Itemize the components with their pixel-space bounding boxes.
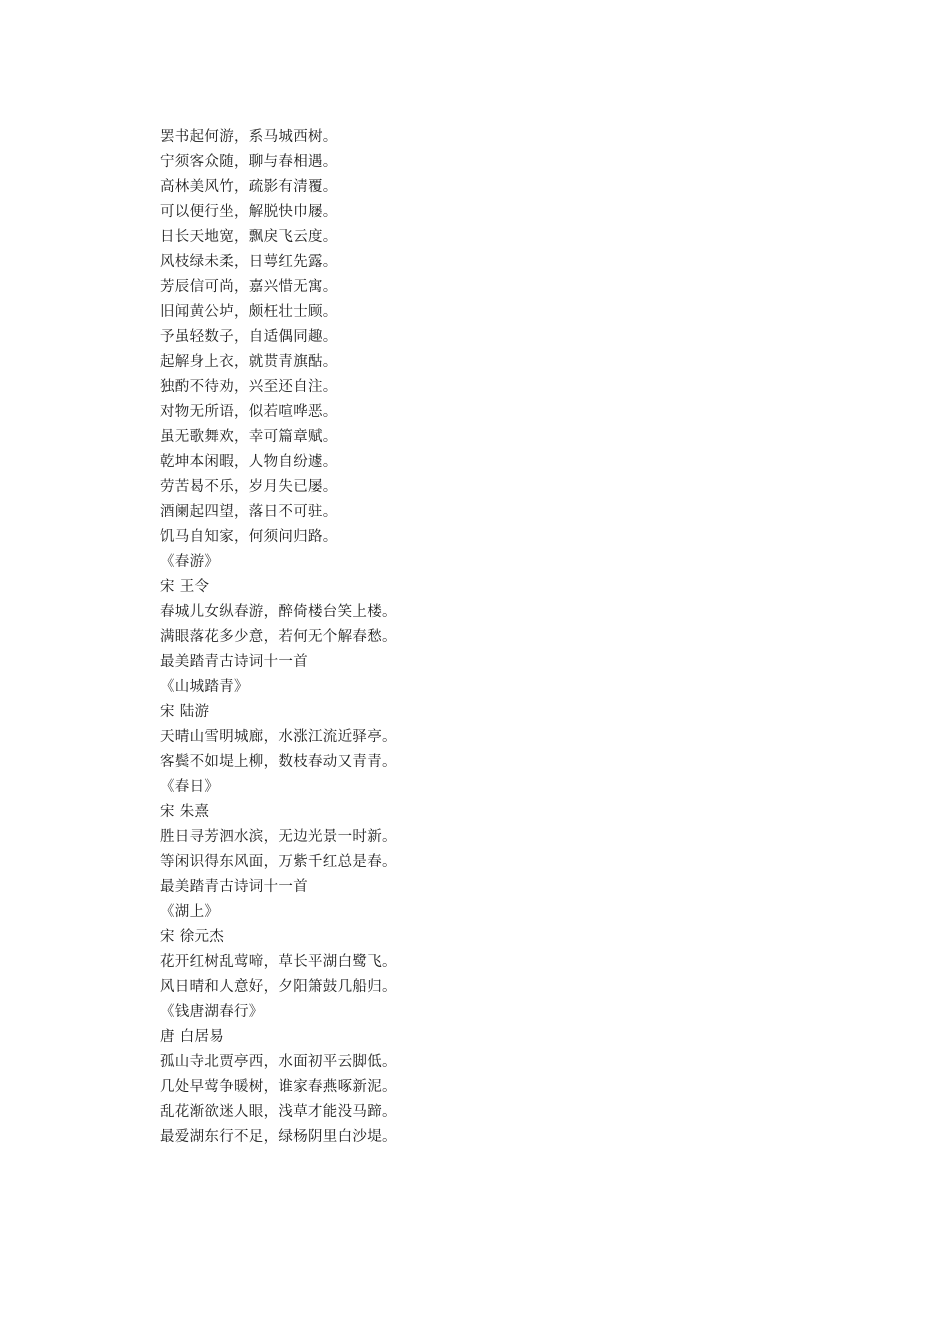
poem-line: 乾坤本闲暇，人物自纷遽。 [160, 454, 338, 470]
poem-author: 唐 白居易 [160, 1029, 225, 1045]
poem-author: 宋 徐元杰 [160, 929, 225, 945]
section-heading: 最美踏青古诗词十一首 [160, 654, 308, 670]
poem-line: 客鬓不如堤上柳，数枝春动又青青。 [160, 754, 397, 770]
poem-line: 对物无所语，似若喧哗恶。 [160, 404, 338, 420]
document-body [160, 125, 860, 1150]
section-heading: 最美踏青古诗词十一首 [160, 879, 308, 895]
poem-line: 劳苦曷不乐，岁月失已屡。 [160, 479, 338, 495]
poem-line: 独酌不待劝，兴至还自注。 [160, 379, 338, 395]
poem-line: 风日晴和人意好，夕阳箫鼓几船归。 [160, 979, 397, 995]
poem-line: 天晴山雪明城廊，水涨江流近驿亭。 [160, 729, 397, 745]
poem-line: 予虽轻数子，自适偶同趣。 [160, 329, 338, 345]
poem-title: 《钱唐湖春行》 [160, 1004, 264, 1020]
poem-line: 胜日寻芳泗水滨，无边光景一时新。 [160, 829, 397, 845]
poem-line: 日长天地宽，飘戾飞云度。 [160, 229, 338, 245]
poem-line: 几处早莺争暖树，谁家春燕啄新泥。 [160, 1079, 397, 1095]
poem-author: 宋 朱熹 [160, 804, 210, 820]
poem-line: 花开红树乱莺啼，草长平湖白鹭飞。 [160, 954, 397, 970]
poem-line: 旧闻黄公垆，颇枉壮士顾。 [160, 304, 338, 320]
poem-line: 乱花渐欲迷人眼，浅草才能没马蹄。 [160, 1104, 397, 1120]
poem-line: 孤山寺北贾亭西，水面初平云脚低。 [160, 1054, 397, 1070]
poem-line: 等闲识得东风面，万紫千红总是春。 [160, 854, 397, 870]
poem-line: 宁须客众随，聊与春相遇。 [160, 154, 338, 170]
poem-line: 芳辰信可尚，嘉兴惜无寓。 [160, 279, 338, 295]
poem-line: 酒阑起四望，落日不可驻。 [160, 504, 338, 520]
poem-title: 《山城踏青》 [160, 679, 249, 695]
poem-line: 罢书起何游，系马城西树。 [160, 129, 338, 145]
poem-author: 宋 王令 [160, 579, 210, 595]
poem-title: 《春日》 [160, 779, 220, 795]
poem-title: 《春游》 [160, 554, 220, 570]
poem-line: 最爱湖东行不足，绿杨阴里白沙堤。 [160, 1129, 397, 1145]
poem-line: 高林美风竹，疏影有清覆。 [160, 179, 338, 195]
poem-line: 虽无歌舞欢，幸可篇章赋。 [160, 429, 338, 445]
poem-line: 饥马自知家，何须问归路。 [160, 529, 338, 545]
poem-line: 风枝绿未柔，日萼红先露。 [160, 254, 338, 270]
poem-line: 起解身上衣，就贳青旗酤。 [160, 354, 338, 370]
poem-line: 可以便行坐，解脱快巾屦。 [160, 204, 338, 220]
poem-line: 满眼落花多少意，若何无个解春愁。 [160, 629, 397, 645]
poem-author: 宋 陆游 [160, 704, 210, 720]
poem-line: 春城儿女纵春游，醉倚楼台笑上楼。 [160, 604, 397, 620]
poem-title: 《湖上》 [160, 904, 220, 920]
